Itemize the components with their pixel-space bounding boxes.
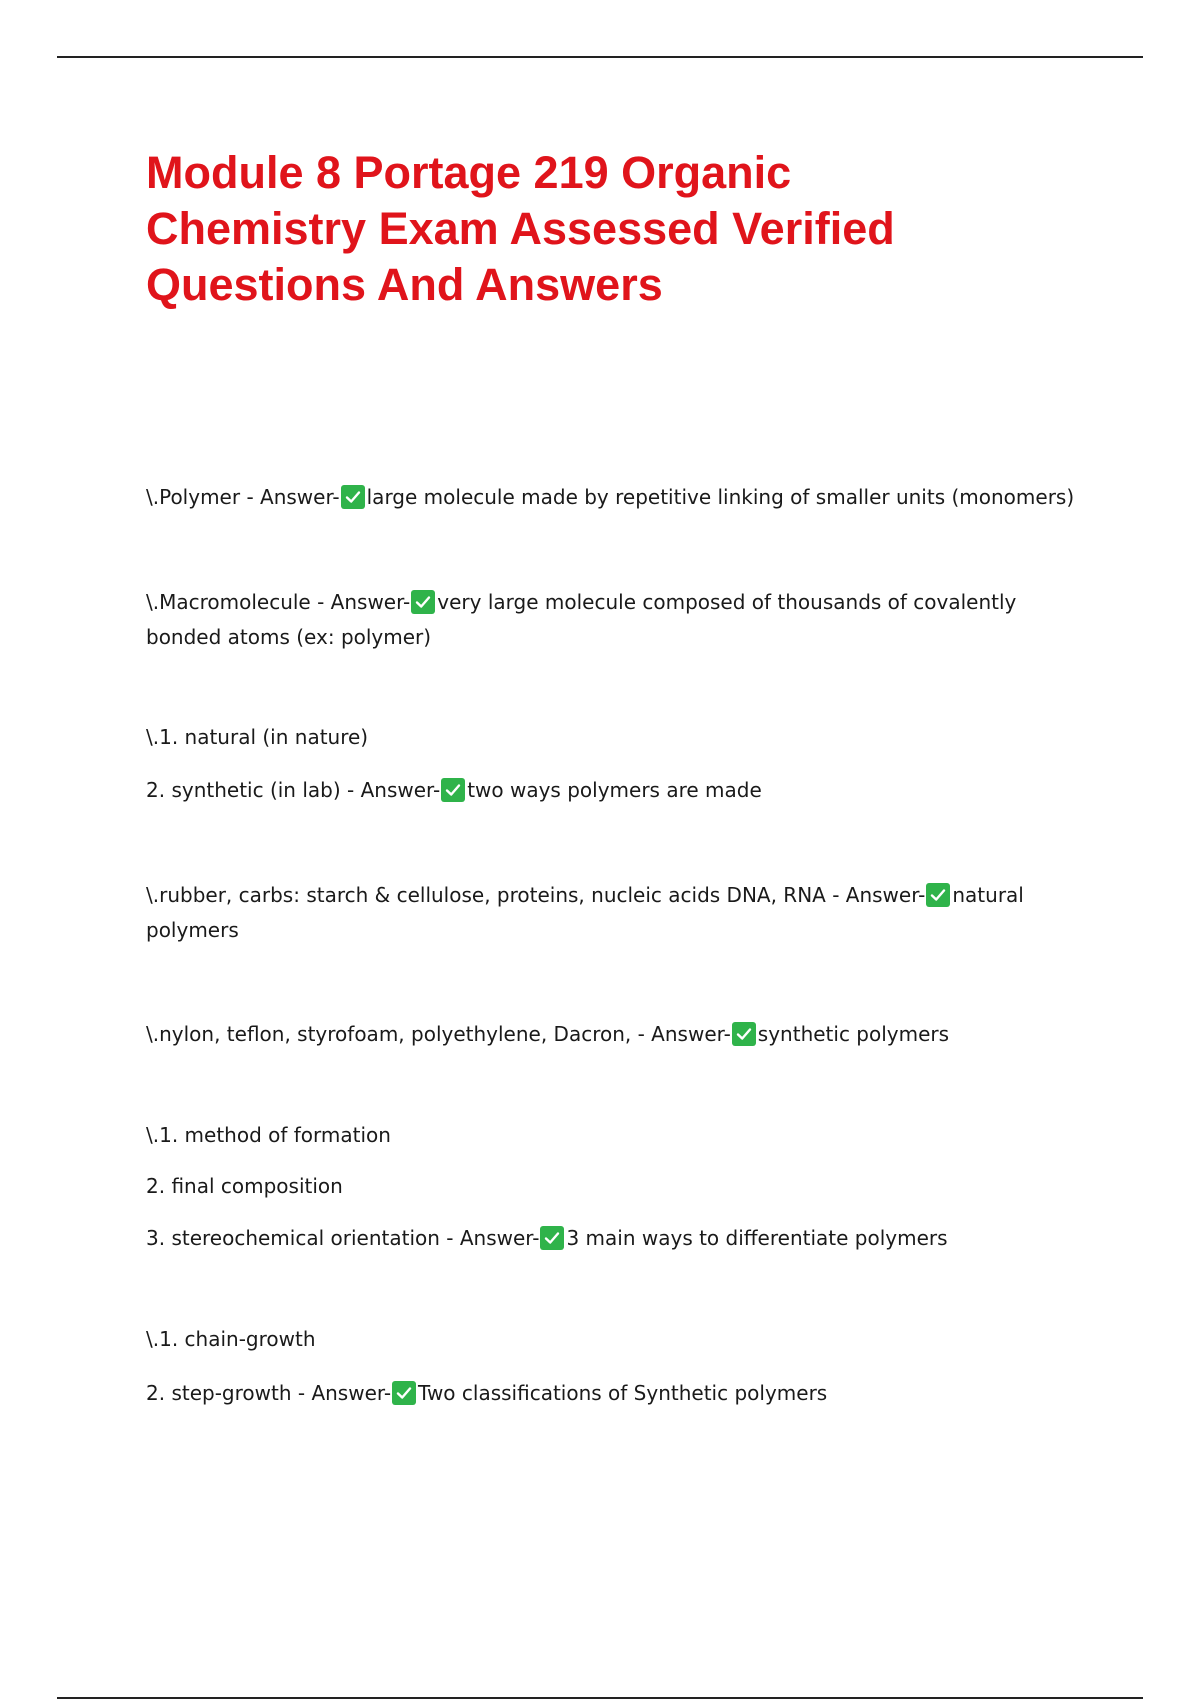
question-text: \.Macromolecule - Answer- <box>146 590 411 614</box>
qa-line: polymers <box>146 918 239 942</box>
qa-line: \.1. natural (in nature) <box>146 725 369 749</box>
qa-line: 2. final composition <box>146 1174 343 1198</box>
answer-text: natural <box>952 883 1024 907</box>
title-line: Questions And Answers <box>146 259 663 310</box>
question-text: 3. stereochemical orientation - Answer- <box>146 1226 540 1250</box>
question-text: 2. step-growth - Answer- <box>146 1381 392 1405</box>
check-mark-icon <box>341 485 365 509</box>
top-rule <box>57 56 1143 58</box>
qa-line <box>146 1221 948 1255</box>
question-text: \.Polymer - Answer- <box>146 485 340 509</box>
answer-text: very large molecule composed of thousands of covalently <box>437 590 1017 614</box>
check-mark-icon <box>441 778 465 802</box>
qa-line <box>146 585 1016 619</box>
qa-line <box>146 1017 949 1051</box>
check-mark-icon <box>926 883 950 907</box>
check-mark-icon <box>732 1022 756 1046</box>
check-mark-icon <box>411 590 435 614</box>
question-text: \.rubber, carbs: starch & cellulose, proteins, nucleic acids DNA, RNA - Answer- <box>146 883 926 907</box>
qa-line: \.1. chain-growth <box>146 1327 316 1351</box>
title-line: Chemistry Exam Assessed Verified <box>146 203 895 254</box>
qa-line <box>146 773 762 807</box>
bottom-rule <box>57 1697 1143 1699</box>
answer-text: synthetic polymers <box>757 1022 950 1046</box>
answer-text: Two classifications of Synthetic polymers <box>418 1381 828 1405</box>
check-mark-icon <box>540 1226 564 1250</box>
qa-line <box>146 480 1074 514</box>
answer-text: large molecule made by repetitive linking of smaller units (monomers) <box>366 485 1075 509</box>
answer-text: 3 main ways to differentiate polymers <box>566 1226 948 1250</box>
answer-text: two ways polymers are made <box>467 778 762 802</box>
qa-line: \.1. method of formation <box>146 1123 391 1147</box>
title-line: Module 8 Portage 219 Organic <box>146 147 792 198</box>
qa-line <box>146 1376 827 1410</box>
document-title <box>146 145 1046 313</box>
check-mark-icon <box>392 1381 416 1405</box>
qa-line: bonded atoms (ex: polymer) <box>146 625 432 649</box>
question-text: 2. synthetic (in lab) - Answer- <box>146 778 441 802</box>
qa-line <box>146 878 1024 912</box>
question-text: \.nylon, teflon, styrofoam, polyethylene, Dacron, - Answer- <box>146 1022 731 1046</box>
